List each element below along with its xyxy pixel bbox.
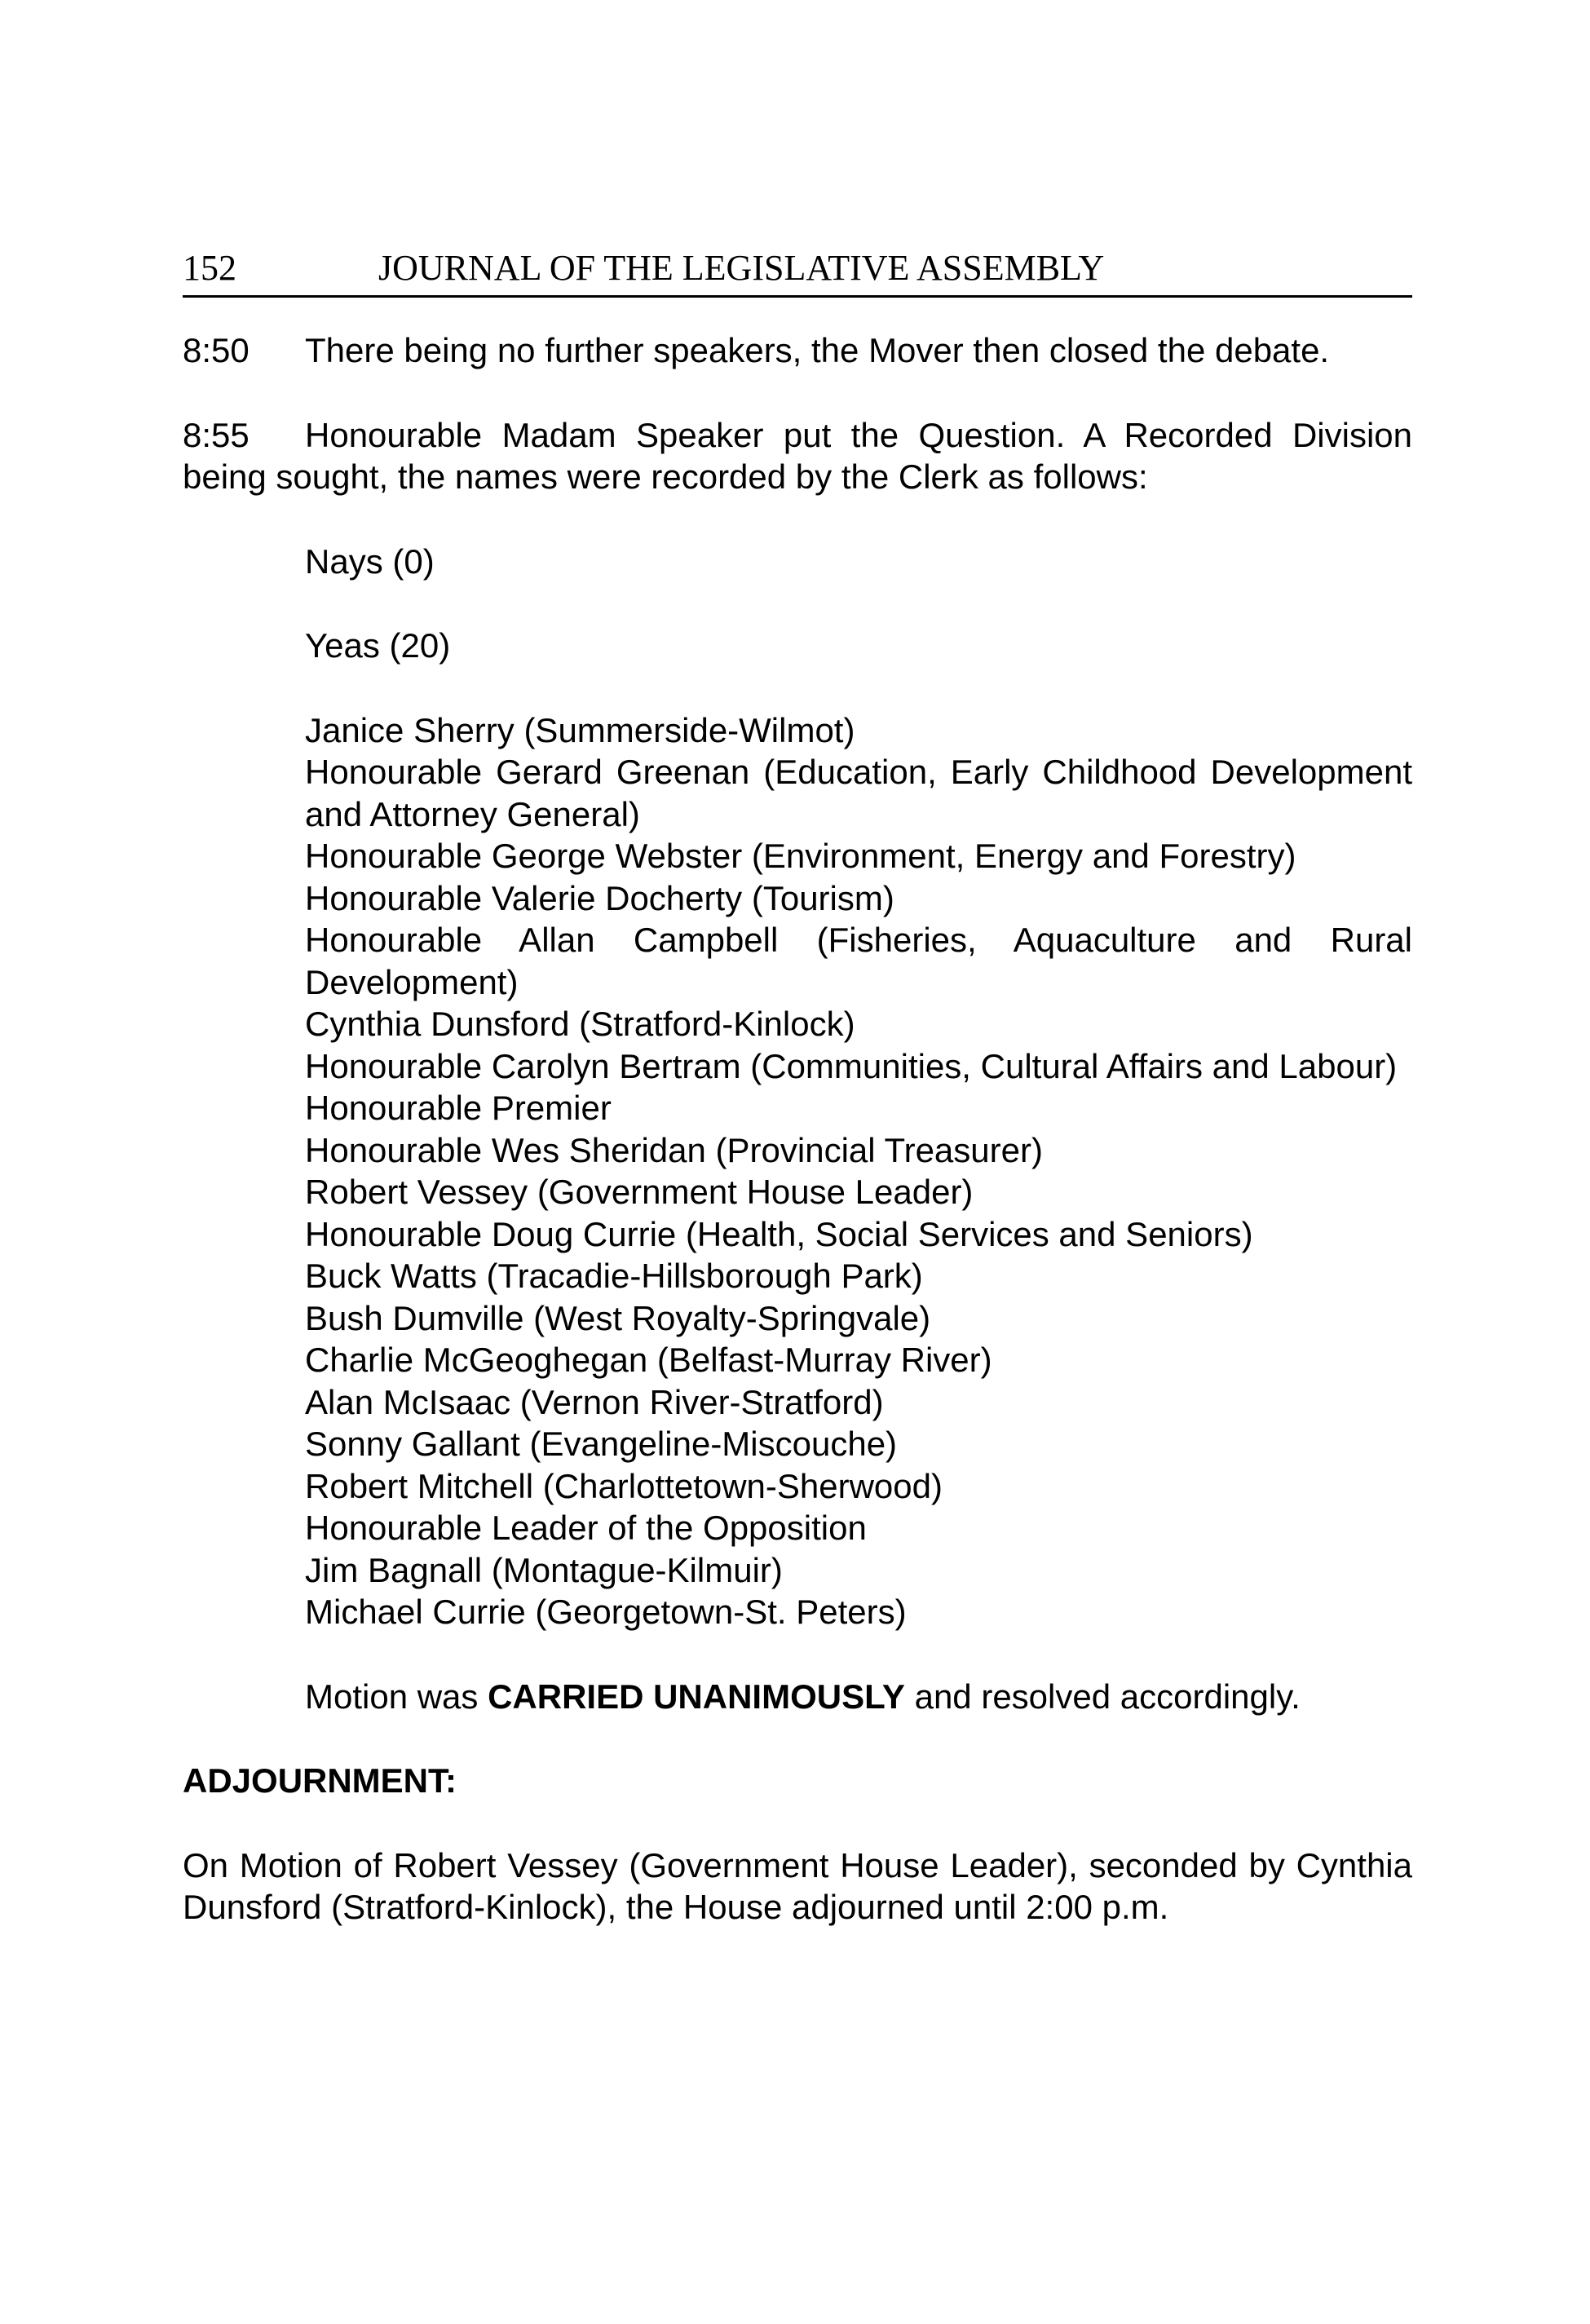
list-item: Sonny Gallant (Evangeline-Miscouche) (305, 1425, 898, 1463)
list-item: Buck Watts (Tracadie-Hillsborough Park) (305, 1257, 923, 1295)
list-item: Charlie McGeoghegan (Belfast-Murray River) (305, 1341, 992, 1379)
running-header (183, 241, 1412, 298)
list-item: Honourable Valerie Docherty (Tourism) (305, 878, 894, 917)
list-item: Honourable Carolyn Bertram (Communities, Cultural Affairs and Labour) (305, 1046, 1398, 1085)
motion-result (183, 1676, 1412, 1718)
entry-text: Honourable Madam Speaker put the Question. A Recorded Division being sought, the names were recorded by the Clerk as follows: (183, 415, 1412, 496)
entry-closing-debate (183, 329, 1412, 372)
list-item: Honourable Allan Campbell (Fisheries, Aquaculture and Rural Development) (305, 921, 1412, 1001)
list-item: Alan McIsaac (Vernon River-Stratford) (305, 1382, 884, 1421)
list-item: Honourable Gerard Greenan (Education, Early Childhood Development and Attorney General) (305, 753, 1412, 833)
journal-body (183, 329, 1412, 1971)
list-item: Janice Sherry (Summerside-Wilmot) (305, 710, 855, 749)
entry-time: 8:55 (183, 415, 250, 454)
page-number: 152 (183, 248, 236, 288)
list-item: Honourable Premier (305, 1089, 612, 1127)
yeas-count: Yeas (20) (305, 626, 451, 665)
adjournment-heading: ADJOURNMENT: (183, 1761, 457, 1800)
journal-title: JOURNAL OF THE LEGISLATIVE ASSEMBLY (378, 248, 1105, 288)
list-item: Honourable Doug Currie (Health, Social Services and Seniors) (305, 1214, 1253, 1253)
list-item: Honourable George Webster (Environment, Energy and Forestry) (305, 837, 1296, 875)
entry-question-put (183, 414, 1412, 498)
list-item: Honourable Leader of the Opposition (305, 1509, 867, 1547)
adjournment-text: On Motion of Robert Vessey (Government House Leader), seconded by Cynthia Dunsford (Stratford-Kinlock), the House adjourned until 2:00 p.m. (183, 1845, 1412, 1926)
motion-result-prefix: Motion was (305, 1677, 479, 1716)
nays-count: Nays (0) (305, 541, 435, 581)
list-item: Jim Bagnall (Montague-Kilmuir) (305, 1550, 783, 1589)
list-item: Honourable Wes Sheridan (Provincial Treasurer) (305, 1130, 1043, 1169)
motion-result-suffix: and resolved accordingly. (914, 1677, 1301, 1716)
entry-time: 8:50 (183, 331, 250, 369)
yeas-member-list (183, 709, 1412, 1633)
list-item: Robert Mitchell (Charlottetown-Sherwood) (305, 1466, 943, 1505)
list-item: Michael Currie (Georgetown-St. Peters) (305, 1593, 907, 1631)
list-item: Bush Dumville (West Royalty-Springvale) (305, 1298, 931, 1337)
motion-result-outcome: CARRIED UNANIMOUSLY (488, 1677, 905, 1716)
list-item: Cynthia Dunsford (Stratford-Kinlock) (305, 1005, 855, 1043)
entry-text: There being no further speakers, the Mover then closed the debate. (305, 331, 1330, 369)
journal-page (183, 0, 1412, 2324)
list-item: Robert Vessey (Government House Leader) (305, 1173, 974, 1211)
